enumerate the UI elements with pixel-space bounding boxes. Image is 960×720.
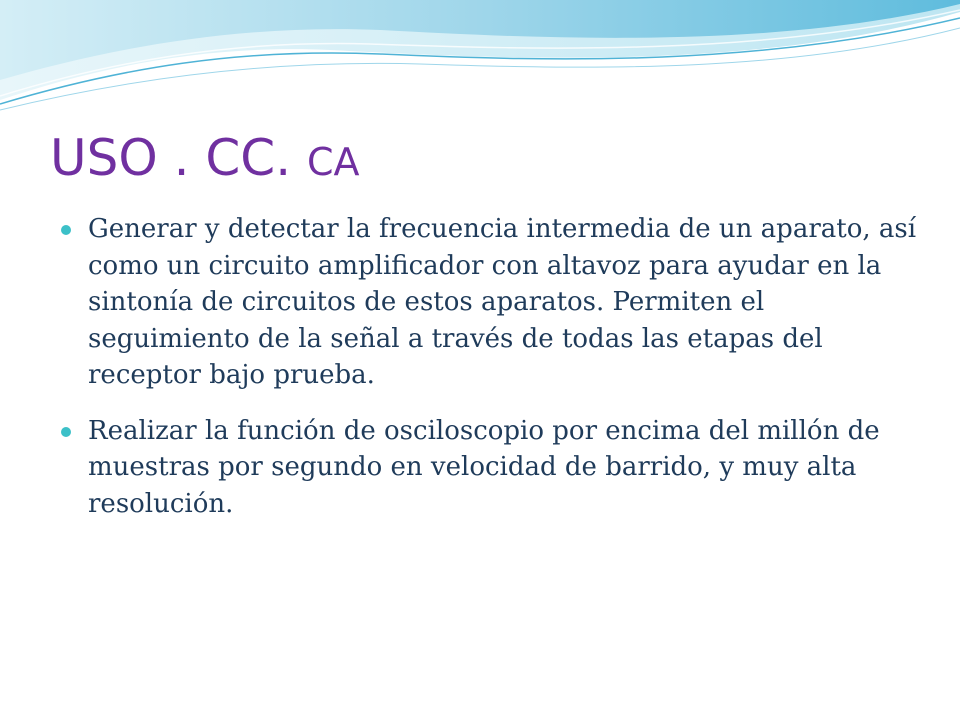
bullet-list (60, 211, 920, 522)
bullet-item (60, 413, 920, 523)
bullet-text: Realizar la función de osciloscopio por encima del millón de muestras por segundo en velocidad de barrido, y muy alta resolución. (88, 415, 880, 519)
title-suffix: CA (307, 140, 360, 184)
top-wave-decoration (0, 0, 960, 120)
bullet-dot-icon (61, 225, 71, 235)
slide-title (50, 128, 360, 192)
bullet-dot-icon (61, 427, 71, 437)
bullet-text: Generar y detectar la frecuencia intermedia de un aparato, así como un circuito amplificador con altavoz para ayudar en la sintonía de circuitos de estos aparatos. Permiten el seguimiento de la señal a través de todas las etapas del receptor bajo prueba. (88, 214, 917, 390)
title-main: USO . CC. (50, 129, 292, 187)
bullet-item (60, 211, 920, 394)
